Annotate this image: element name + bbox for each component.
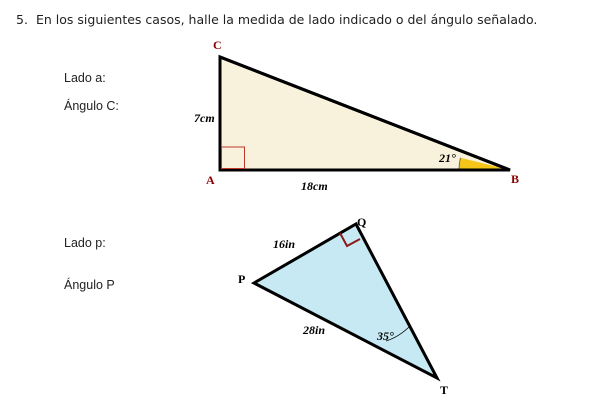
vertex-b-label: B — [511, 172, 520, 186]
side-7cm-label: 7cm — [194, 111, 215, 125]
vertex-a-label: A — [206, 173, 215, 187]
question-number: 5. — [16, 12, 28, 27]
side-18cm-label: 18cm — [301, 179, 328, 193]
vertex-t-label: T — [440, 383, 449, 397]
side-16in-label: 16in — [273, 237, 296, 251]
angle-35-label: 35° — [377, 329, 394, 343]
question-text: En los siguientes casos, halle la medida de lado indicado o del ángulo señalado. — [36, 12, 538, 27]
vertex-q-label: Q — [357, 215, 367, 229]
triangle-abc — [220, 57, 510, 170]
prompt-angulo-c: Ángulo C: — [64, 99, 119, 113]
prompt-angulo-p: Ángulo P — [64, 278, 115, 292]
angle-21-label: 21° — [439, 151, 456, 165]
vertex-c-label: C — [213, 38, 222, 52]
side-28in-label: 28in — [303, 323, 326, 337]
prompt-lado-a: Lado a: — [64, 71, 106, 85]
prompt-lado-p: Lado p: — [64, 236, 106, 250]
vertex-p-label: P — [238, 272, 246, 286]
